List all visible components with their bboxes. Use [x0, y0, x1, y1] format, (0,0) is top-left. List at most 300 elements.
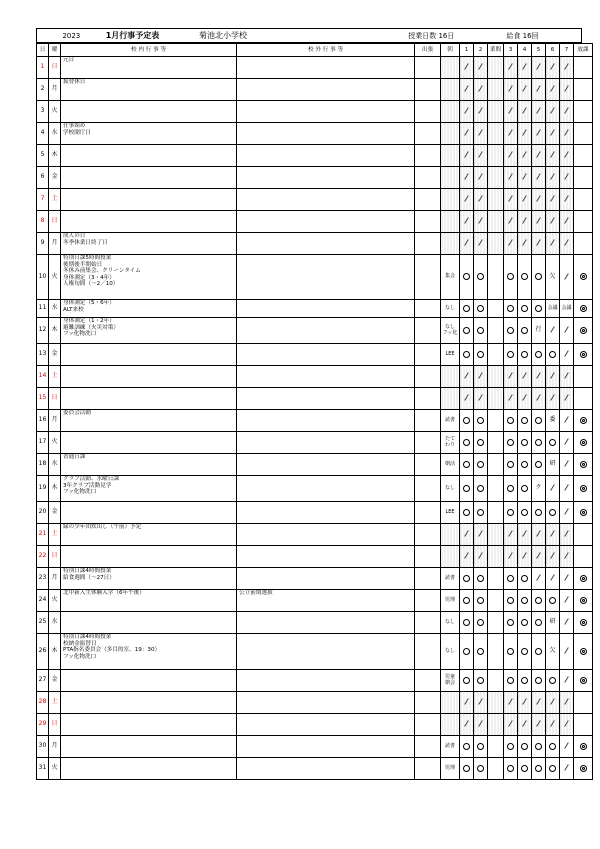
after-school-cell: [574, 189, 593, 211]
slash-mark: [508, 173, 513, 179]
period-cell: [474, 546, 488, 568]
col-after-school: 放課: [574, 44, 593, 57]
schedule-table: [36, 43, 593, 780]
school-event-cell: [61, 432, 237, 454]
period-cell: [532, 189, 546, 211]
period-cell: [560, 568, 574, 590]
circle-mark: [535, 305, 542, 312]
period-cell: [504, 101, 518, 123]
table-row: [37, 101, 593, 123]
period-cell: [532, 502, 546, 524]
period-cell: [546, 714, 560, 736]
slash-mark: [508, 372, 513, 378]
table-row: [37, 524, 593, 546]
period-cell: [460, 612, 474, 634]
table-row: [37, 612, 593, 634]
break-cell: [488, 300, 504, 318]
table-row: [37, 692, 593, 714]
period-cell: [560, 255, 574, 300]
period-cell: [560, 233, 574, 255]
slash-mark: [508, 107, 513, 113]
period-note: 委: [549, 416, 556, 424]
slash-mark: [522, 372, 527, 378]
period-cell: [460, 736, 474, 758]
outside-event-cell: [237, 79, 415, 101]
school-event-cell: [61, 736, 237, 758]
table-row: [37, 79, 593, 101]
slash-mark: [564, 596, 569, 602]
table-row: [37, 432, 593, 454]
outside-event-cell: [237, 568, 415, 590]
day-cell: 15: [37, 388, 49, 410]
slash-mark: [478, 394, 483, 400]
period-cell: [532, 300, 546, 318]
outside-event-cell: [237, 189, 415, 211]
period-cell: [460, 255, 474, 300]
period-cell: [560, 101, 574, 123]
period-cell: [518, 211, 532, 233]
slash-mark: [508, 552, 513, 558]
circle-mark: [521, 575, 528, 582]
period-cell: [460, 476, 474, 502]
morning-cell: [441, 123, 460, 145]
period-cell: [474, 476, 488, 502]
slash-mark: [508, 239, 513, 245]
outside-event-cell: [237, 233, 415, 255]
slash-mark: [564, 438, 569, 444]
period-cell: [546, 476, 560, 502]
period-cell: [518, 692, 532, 714]
trip-cell: [415, 714, 441, 736]
school-event-cell: [61, 101, 237, 123]
slash-mark: [564, 107, 569, 113]
table-row: [37, 145, 593, 167]
period-cell: [518, 758, 532, 780]
morning-cell: 児理: [441, 590, 460, 612]
weekday-cell: 木: [49, 634, 61, 670]
period-cell: [474, 101, 488, 123]
schedule-sheet: [36, 28, 589, 780]
morning-cell: なし: [441, 300, 460, 318]
after-school-cell: [574, 568, 593, 590]
period-cell: [474, 758, 488, 780]
period-cell: [518, 634, 532, 670]
period-cell: [504, 145, 518, 167]
period-cell: [474, 714, 488, 736]
period-cell: [518, 255, 532, 300]
col-morning: 朝: [441, 44, 460, 57]
circle-mark: [463, 743, 470, 750]
trip-cell: [415, 634, 441, 670]
period-cell: [532, 714, 546, 736]
weekday-cell: 水: [49, 300, 61, 318]
period-cell: [474, 432, 488, 454]
schedule-rows: [37, 57, 593, 780]
period-cell: [560, 123, 574, 145]
slash-mark: [564, 85, 569, 91]
morning-cell: [441, 233, 460, 255]
school-event-cell: 振替休日: [61, 79, 237, 101]
period-cell: [560, 634, 574, 670]
after-school-cell: [574, 145, 593, 167]
table-row: [37, 502, 593, 524]
after-school-cell: [574, 300, 593, 318]
slash-mark: [464, 107, 469, 113]
slash-mark: [550, 574, 555, 580]
day-cell: 1: [37, 57, 49, 79]
school-event-cell: 身体測定（1・2年） 避難訓練（火災対策） フッ化物洗口: [61, 318, 237, 344]
slash-mark: [564, 698, 569, 704]
period-cell: [532, 432, 546, 454]
double-circle-mark: [580, 765, 587, 772]
table-row: [37, 123, 593, 145]
period-cell: [474, 388, 488, 410]
period-note: 会議: [547, 304, 558, 311]
circle-mark: [507, 351, 514, 358]
break-cell: [488, 366, 504, 388]
outside-event-cell: [237, 502, 415, 524]
slash-mark: [522, 195, 527, 201]
day-cell: 8: [37, 211, 49, 233]
circle-mark: [521, 485, 528, 492]
circle-mark: [477, 327, 484, 334]
break-cell: [488, 57, 504, 79]
period-cell: [460, 79, 474, 101]
slash-mark: [508, 151, 513, 157]
double-circle-mark: [580, 575, 587, 582]
morning-cell: 読書: [441, 568, 460, 590]
circle-mark: [521, 305, 528, 312]
period-cell: [474, 410, 488, 432]
slash-mark: [464, 217, 469, 223]
morning-cell: [441, 57, 460, 79]
slash-mark: [550, 85, 555, 91]
col-period-4: 4: [518, 44, 532, 57]
slash-mark: [478, 129, 483, 135]
slash-mark: [564, 151, 569, 157]
slash-mark: [536, 107, 541, 113]
weekday-cell: 土: [49, 524, 61, 546]
school-event-cell: [61, 211, 237, 233]
circle-mark: [535, 273, 542, 280]
period-note: 研: [549, 460, 556, 468]
break-cell: [488, 736, 504, 758]
table-row: [37, 211, 593, 233]
school-event-cell: [61, 344, 237, 366]
circle-mark: [463, 765, 470, 772]
circle-mark: [535, 765, 542, 772]
period-cell: [518, 300, 532, 318]
period-cell: [460, 167, 474, 189]
after-school-cell: [574, 454, 593, 476]
slash-mark: [464, 129, 469, 135]
period-cell: [560, 714, 574, 736]
period-cell: [518, 432, 532, 454]
after-school-cell: [574, 318, 593, 344]
period-cell: [460, 211, 474, 233]
period-cell: [460, 634, 474, 670]
weekday-cell: 金: [49, 502, 61, 524]
school-event-cell: 北中新入生体験入学（6年午後）: [61, 590, 237, 612]
period-cell: [504, 167, 518, 189]
morning-cell: [441, 524, 460, 546]
slash-mark: [536, 394, 541, 400]
school-event-cell: 元日: [61, 57, 237, 79]
period-cell: [532, 634, 546, 670]
trip-cell: [415, 546, 441, 568]
period-cell: [532, 123, 546, 145]
slash-mark: [464, 530, 469, 536]
period-cell: [518, 318, 532, 344]
outside-event-cell: [237, 454, 415, 476]
slash-mark: [564, 484, 569, 490]
outside-event-cell: [237, 410, 415, 432]
after-school-cell: [574, 366, 593, 388]
period-cell: [518, 101, 532, 123]
day-cell: 5: [37, 145, 49, 167]
period-cell: [518, 366, 532, 388]
circle-mark: [521, 351, 528, 358]
day-cell: 24: [37, 590, 49, 612]
weekday-cell: 木: [49, 145, 61, 167]
after-school-cell: [574, 432, 593, 454]
slash-mark: [564, 372, 569, 378]
slash-mark: [522, 552, 527, 558]
trip-cell: [415, 145, 441, 167]
morning-cell: 読書: [441, 736, 460, 758]
morning-cell: [441, 79, 460, 101]
circle-mark: [477, 597, 484, 604]
circle-mark: [463, 327, 470, 334]
slash-mark: [550, 217, 555, 223]
table-row: [37, 388, 593, 410]
slash-mark: [522, 720, 527, 726]
circle-mark: [521, 327, 528, 334]
circle-mark: [463, 351, 470, 358]
break-cell: [488, 167, 504, 189]
period-cell: [546, 758, 560, 780]
period-cell: [474, 167, 488, 189]
trip-cell: [415, 101, 441, 123]
slash-mark: [522, 129, 527, 135]
outside-event-cell: [237, 145, 415, 167]
after-school-cell: [574, 476, 593, 502]
slash-mark: [564, 552, 569, 558]
day-cell: 17: [37, 432, 49, 454]
circle-mark: [521, 743, 528, 750]
trip-cell: [415, 233, 441, 255]
period-cell: [504, 233, 518, 255]
trip-cell: [415, 432, 441, 454]
period-cell: [474, 568, 488, 590]
morning-cell: 朝活: [441, 454, 460, 476]
weekday-cell: 月: [49, 736, 61, 758]
period-cell: [546, 432, 560, 454]
after-school-cell: [574, 211, 593, 233]
slash-mark: [536, 372, 541, 378]
period-cell: [518, 454, 532, 476]
period-cell: [560, 410, 574, 432]
morning-cell: 児理: [441, 758, 460, 780]
trip-cell: [415, 189, 441, 211]
period-cell: [504, 692, 518, 714]
weekday-cell: 火: [49, 101, 61, 123]
trip-cell: [415, 300, 441, 318]
period-cell: [560, 167, 574, 189]
slash-mark: [536, 239, 541, 245]
table-row: [37, 344, 593, 366]
period-cell: [504, 211, 518, 233]
period-cell: [532, 57, 546, 79]
slash-mark: [564, 530, 569, 536]
circle-mark: [463, 575, 470, 582]
period-cell: [560, 145, 574, 167]
outside-event-cell: [237, 612, 415, 634]
period-cell: [546, 211, 560, 233]
col-outside-events: 校 外 行 事 等: [237, 44, 415, 57]
slash-mark: [522, 151, 527, 157]
slash-mark: [478, 372, 483, 378]
after-school-cell: [574, 101, 593, 123]
day-cell: 10: [37, 255, 49, 300]
circle-mark: [535, 677, 542, 684]
col-period-2: 2: [474, 44, 488, 57]
table-row: [37, 634, 593, 670]
outside-event-cell: [237, 344, 415, 366]
weekday-cell: 火: [49, 432, 61, 454]
period-cell: [474, 366, 488, 388]
table-row: [37, 233, 593, 255]
period-cell: [474, 590, 488, 612]
period-note: 会議: [561, 304, 572, 311]
morning-cell: 児童 朝会: [441, 670, 460, 692]
trip-cell: [415, 366, 441, 388]
outside-event-cell: [237, 366, 415, 388]
outside-event-cell: 公立前期選抜: [237, 590, 415, 612]
slash-mark: [478, 552, 483, 558]
morning-cell: 読書: [441, 410, 460, 432]
table-row: [37, 736, 593, 758]
morning-cell: [441, 211, 460, 233]
weekday-cell: 木: [49, 476, 61, 502]
day-cell: 31: [37, 758, 49, 780]
circle-mark: [549, 351, 556, 358]
period-cell: [560, 318, 574, 344]
table-row: [37, 318, 593, 344]
circle-mark: [507, 677, 514, 684]
slash-mark: [478, 195, 483, 201]
period-cell: [532, 344, 546, 366]
table-row: [37, 410, 593, 432]
outside-event-cell: [237, 692, 415, 714]
period-cell: [518, 57, 532, 79]
period-cell: [460, 189, 474, 211]
circle-mark: [477, 273, 484, 280]
circle-mark: [477, 509, 484, 516]
period-cell: [546, 300, 560, 318]
period-note: 研: [549, 618, 556, 626]
period-note: ク: [535, 484, 542, 492]
slash-mark: [478, 85, 483, 91]
after-school-cell: [574, 714, 593, 736]
circle-mark: [521, 765, 528, 772]
circle-mark: [549, 677, 556, 684]
circle-mark: [549, 439, 556, 446]
slash-mark: [550, 239, 555, 245]
weekday-cell: 水: [49, 612, 61, 634]
morning-cell: [441, 189, 460, 211]
day-cell: 2: [37, 79, 49, 101]
double-circle-mark: [580, 351, 587, 358]
double-circle-mark: [580, 597, 587, 604]
period-cell: [504, 476, 518, 502]
trip-cell: [415, 57, 441, 79]
circle-mark: [507, 648, 514, 655]
period-cell: [474, 300, 488, 318]
break-cell: [488, 410, 504, 432]
period-cell: [460, 318, 474, 344]
period-cell: [532, 758, 546, 780]
circle-mark: [463, 677, 470, 684]
period-cell: [560, 388, 574, 410]
table-row: [37, 758, 593, 780]
trip-cell: [415, 79, 441, 101]
slash-mark: [536, 195, 541, 201]
period-cell: [504, 502, 518, 524]
table-row: [37, 590, 593, 612]
period-cell: [460, 502, 474, 524]
period-cell: [532, 692, 546, 714]
slash-mark: [464, 151, 469, 157]
circle-mark: [463, 597, 470, 604]
period-cell: [518, 612, 532, 634]
circle-mark: [535, 461, 542, 468]
period-cell: [474, 233, 488, 255]
slash-mark: [550, 720, 555, 726]
day-cell: 6: [37, 167, 49, 189]
table-row: [37, 568, 593, 590]
period-cell: [460, 233, 474, 255]
slash-mark: [522, 63, 527, 69]
circle-mark: [521, 509, 528, 516]
period-cell: [532, 568, 546, 590]
period-cell: [504, 590, 518, 612]
period-cell: [474, 692, 488, 714]
slash-mark: [464, 173, 469, 179]
weekday-cell: 日: [49, 211, 61, 233]
period-cell: [546, 255, 560, 300]
period-cell: [546, 388, 560, 410]
after-school-cell: [574, 758, 593, 780]
period-cell: [532, 366, 546, 388]
period-note: 欠: [549, 272, 556, 280]
period-cell: [518, 546, 532, 568]
school-event-cell: 普通日課: [61, 454, 237, 476]
period-cell: [532, 546, 546, 568]
morning-cell: LEE: [441, 344, 460, 366]
period-cell: [560, 211, 574, 233]
after-school-cell: [574, 255, 593, 300]
after-school-cell: [574, 524, 593, 546]
weekday-cell: 土: [49, 366, 61, 388]
slash-mark: [464, 85, 469, 91]
slash-mark: [550, 107, 555, 113]
period-cell: [518, 79, 532, 101]
table-row: [37, 57, 593, 79]
slash-mark: [464, 372, 469, 378]
period-cell: [460, 692, 474, 714]
slash-mark: [464, 394, 469, 400]
